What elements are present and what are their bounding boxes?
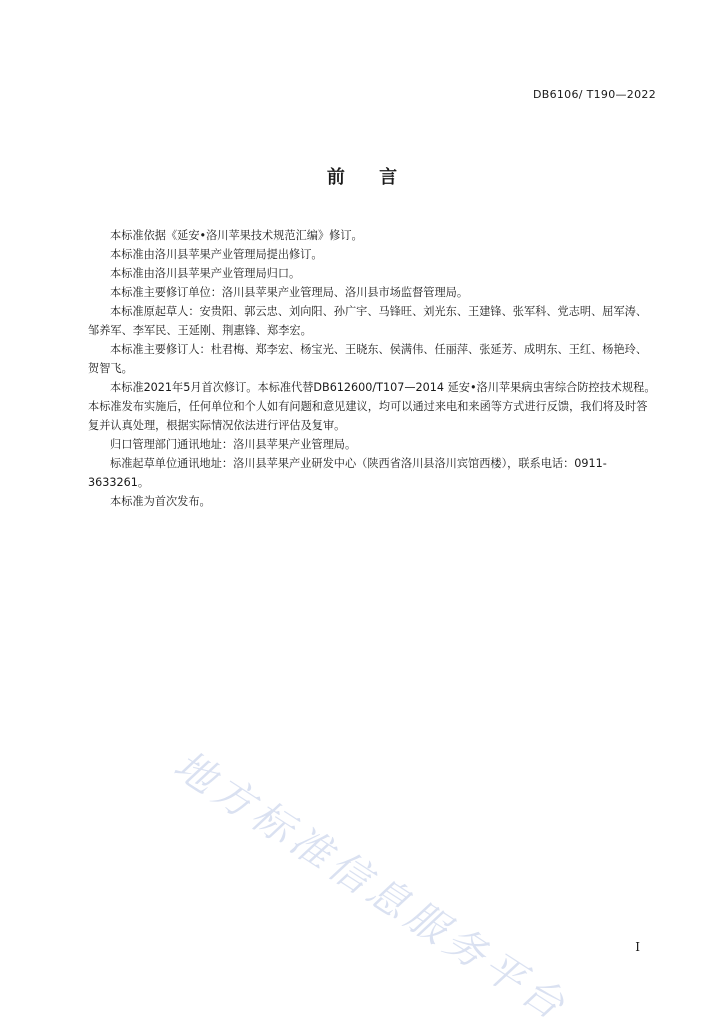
watermark: 地方标准信息服务平台 [165,742,577,1032]
paragraph-centralized: 本标准由洛川县苹果产业管理局归口。 [110,267,301,280]
page-title: 前 言 [326,167,412,188]
page-number: I [635,940,640,954]
paragraph-management-address: 归口管理部门通讯地址：洛川县苹果产业管理局。 [110,438,357,451]
paragraph-first-release: 本标准为首次发布。 [110,495,211,508]
paragraph-revisers: 本标准主要修订人：杜君梅、郑李宏、杨宝光、王晓东、侯满伟、任丽萍、张延芳、成明东、王红、杨艳玲、贺智飞。 [88,343,648,375]
paragraph-revision-units: 本标准主要修订单位：洛川县苹果产业管理局、洛川县市场监督管理局。 [110,286,469,299]
paragraph-basis: 本标准依据《延安•洛川苹果技术规范汇编》修订。 [110,229,363,242]
document-code: DB6106/ T190—2022 [532,88,656,101]
paragraph-proposer: 本标准由洛川县苹果产业管理局提出修订。 [110,248,323,261]
paragraph-drafting-address: 标准起草单位通讯地址：洛川县苹果产业研发中心（陕西省洛川县洛川宾馆西楼），联系电话：0911-3633261。 [88,457,607,489]
document-body [88,226,658,511]
paragraph-original-drafters: 本标准原起草人：安贵阳、郭云忠、刘向阳、孙广宇、马锋旺、刘光东、王建锋、张军科、党志明、屈军涛、邹养军、李军民、王延刚、荆惠锋、郑李宏。 [88,305,648,337]
paragraph-revision-history: 本标准2021年5月首次修订。本标准代替DB612600/T107—2014 延安•洛川苹果病虫害综合防控技术规程。本标准发布实施后，任何单位和个人如有问题和意见建议，均可以通过来电和来函等方式进行反馈，我们将及时答复并认真处理，根据实际情况依法进行评估及复审。 [88,381,656,432]
